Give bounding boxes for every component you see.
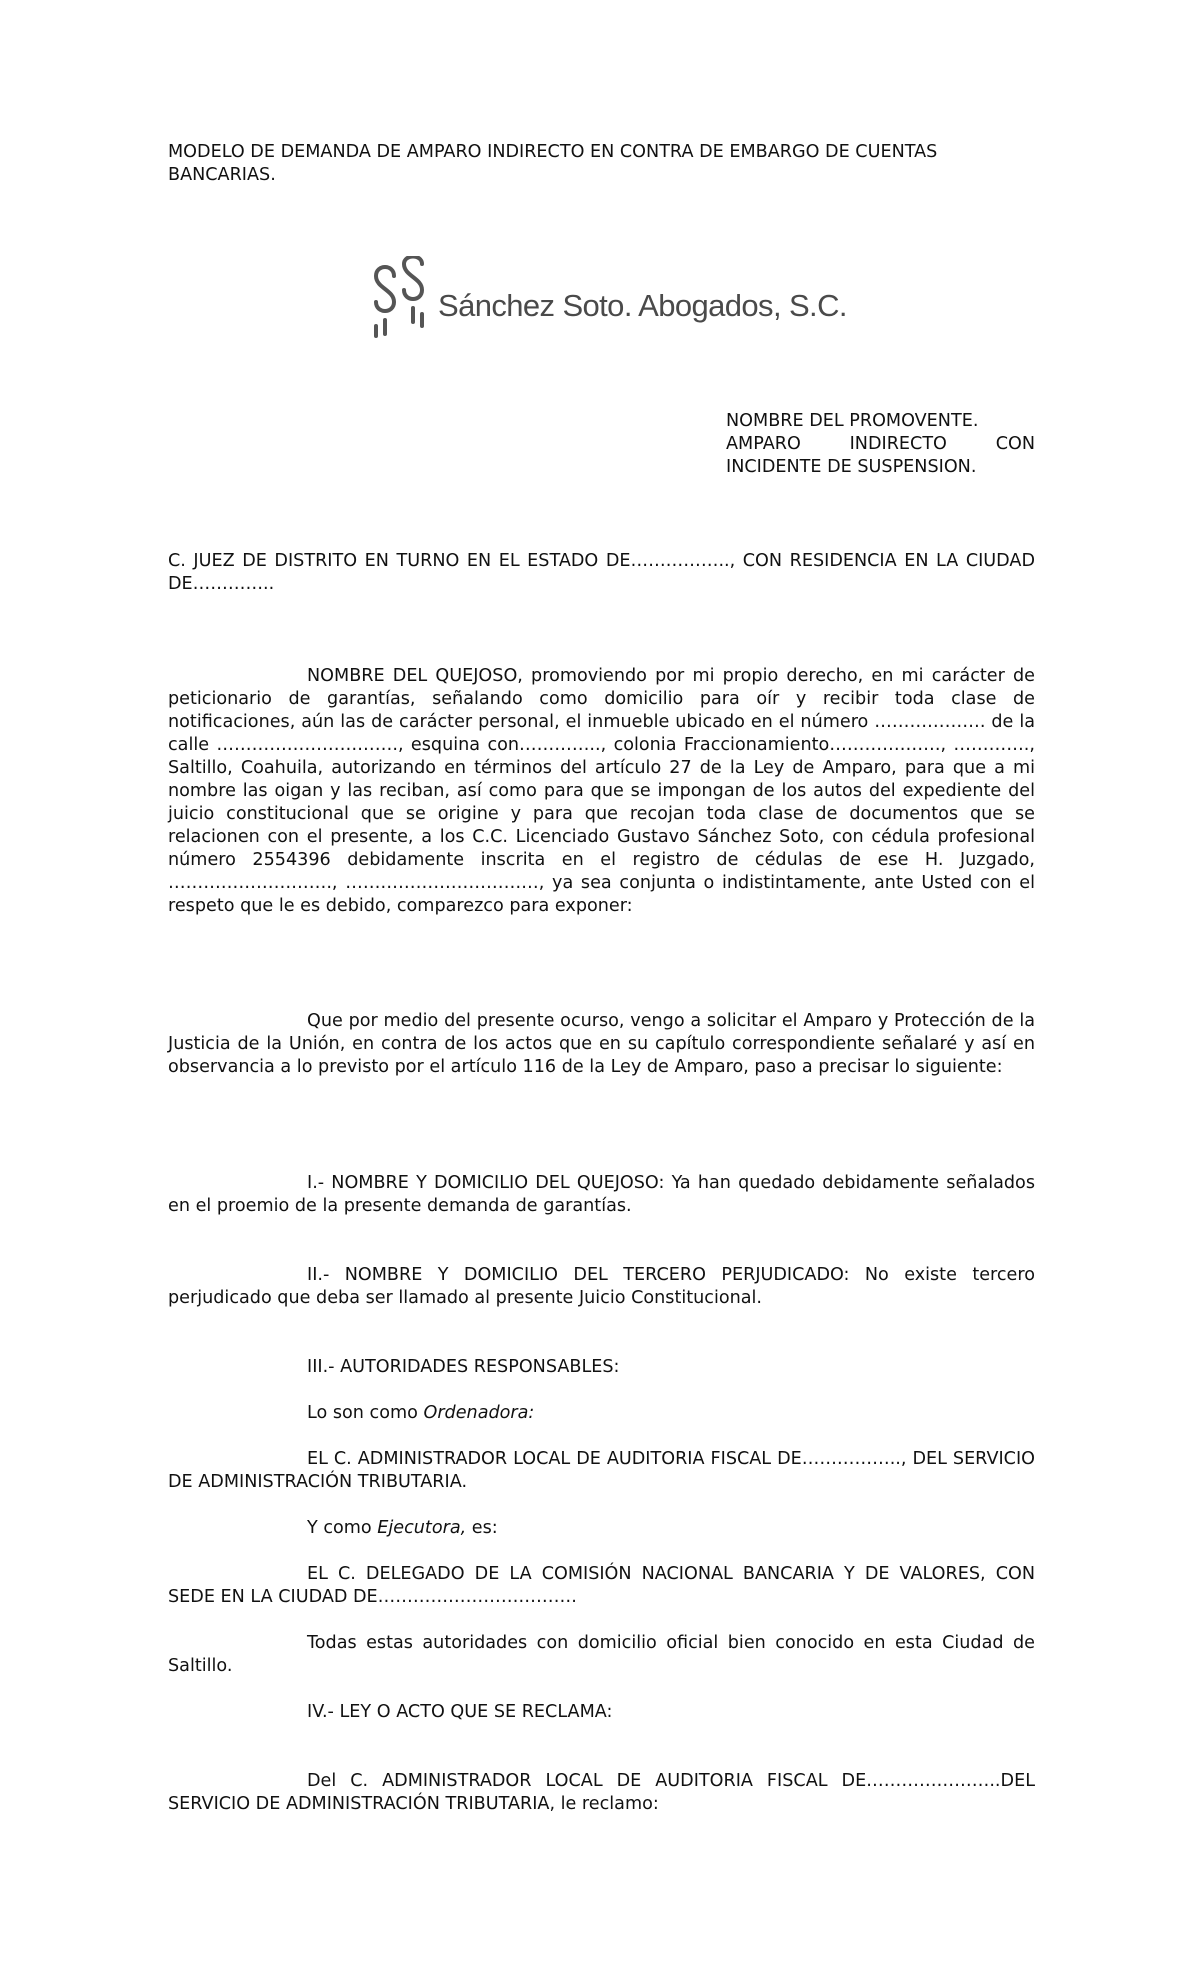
addressee: C. JUEZ DE DISTRITO EN TURNO EN EL ESTADO DE…………….., CON RESIDENCIA EN LA CIUDAD DE………….. <box>168 551 1035 594</box>
ordenadora-emphasis: Ordenadora: <box>423 1403 535 1423</box>
ordenadora-label <box>168 1402 1035 1425</box>
ordenadora-authority: EL C. ADMINISTRADOR LOCAL DE AUDITORIA FISCAL DE…………….., DEL SERVICIO DE ADMINISTRACIÓN TRIBUTARIA. <box>168 1449 1035 1492</box>
ejecutora-emphasis: Ejecutora, <box>377 1518 467 1538</box>
ordenadora-prefix: Lo son como <box>307 1403 424 1423</box>
section-quejoso: I.- NOMBRE Y DOMICILIO DEL QUEJOSO: Ya han quedado debidamente señalados en el proemio de la presente demanda de garantías. <box>168 1173 1035 1216</box>
case-header <box>726 410 1035 479</box>
ejecutora-label <box>168 1517 1035 1540</box>
ejecutora-authority: EL C. DELEGADO DE LA COMISIÓN NACIONAL BANCARIA Y DE VALORES, CON SEDE EN LA CIUDAD DE……………………………. <box>168 1564 1035 1607</box>
document-title: MODELO DE DEMANDA DE AMPARO INDIRECTO EN CONTRA DE EMBARGO DE CUENTAS BANCARIAS. <box>168 142 938 185</box>
intro-paragraph: NOMBRE DEL QUEJOSO, promoviendo por mi propio derecho, en mi carácter de peticionario de garantías, señalando como domicilio para oír y recibir toda clase de notificaciones, aún las de carácter personal, el inmueble ubicado en el número ………………. de la calle …………………………., esquina con………….., colonia Fraccionamiento………………., …………., Saltillo, Coahuila, autorizando en términos del artículo 27 de la Ley de Amparo, para que a mi nombre las oigan y las reciban, así como para que se impongan de los autos del expediente del juicio constitucional que se origine y para que recojan toda clase de documentos que se relacionen con el presente, a los C.C. Licenciado Gustavo Sánchez Soto, con cédula profesional número 2554396 debidamente inscrita en el registro de cédulas de ese H. Juzgado, ………………………., ……………………………, ya sea conjunta o indistintamente, ante Usted con el respeto que le es debido, comparezco para exponer: <box>168 666 1035 916</box>
reclamo-paragraph: Del C. ADMINISTRADOR LOCAL DE AUDITORIA FISCAL DE…………………..DEL SERVICIO DE ADMINISTRACIÓN TRIBUTARIA, le reclamo: <box>168 1771 1035 1814</box>
ejecutora-prefix: Y como <box>307 1518 378 1538</box>
promovente-line: NOMBRE DEL PROMOVENTE. <box>726 411 979 431</box>
section-tercero: II.- NOMBRE Y DOMICILIO DEL TERCERO PERJUDICADO: No existe tercero perjudicado que deba ser llamado al presente Juicio Constitucional. <box>168 1265 1035 1308</box>
request-paragraph: Que por medio del presente ocurso, vengo a solicitar el Amparo y Protección de la Justicia de la Unión, en contra de los actos que en su capítulo correspondiente señalaré y así en observancia a lo previsto por el artículo 116 de la Ley de Amparo, paso a precisar lo siguiente: <box>168 1011 1035 1077</box>
firm-name: Sánchez Soto. Abogados, S.C. <box>438 288 847 323</box>
incidente-line: INCIDENTE DE SUSPENSION. <box>726 457 977 477</box>
ejecutora-suffix: es: <box>466 1518 498 1538</box>
section-acto-heading: IV.- LEY O ACTO QUE SE RECLAMA: <box>307 1702 613 1722</box>
firm-logo-icon <box>372 256 436 338</box>
amparo-line: AMPARO INDIRECTO CON <box>726 434 1035 454</box>
section-autoridades-heading: III.- AUTORIDADES RESPONSABLES: <box>307 1357 620 1377</box>
domicilio-paragraph: Todas estas autoridades con domicilio oficial bien conocido en esta Ciudad de Saltillo. <box>168 1633 1035 1676</box>
firm-logo <box>372 256 847 338</box>
